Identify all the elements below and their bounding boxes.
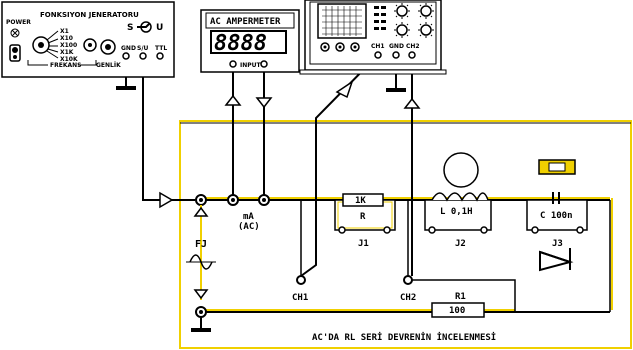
ma-label: mA <box>243 212 254 222</box>
board-jack-gnd[interactable] <box>196 307 206 317</box>
resistor-value: 1K <box>355 196 366 206</box>
ammeter-input-label: INPUT <box>240 62 261 69</box>
board-jack-ch1[interactable] <box>297 276 305 284</box>
range-x100: X100 <box>60 42 78 49</box>
scope-ch2-jack[interactable] <box>409 52 415 58</box>
s-label: S <box>127 23 134 33</box>
inductor-label: L 0,1H <box>440 207 473 217</box>
power-switch[interactable] <box>10 45 20 61</box>
gen-ttl-label: TTL <box>155 45 168 52</box>
board-jack-ch2[interactable] <box>404 276 412 284</box>
ammeter-jack-right[interactable] <box>261 61 267 67</box>
board-jack-ma-right[interactable] <box>259 195 269 205</box>
gen-su-label: S/U <box>137 45 149 52</box>
range-x10: X10 <box>60 35 73 42</box>
scope-dial-2[interactable] <box>394 22 410 38</box>
scope-knob-1[interactable] <box>321 43 329 51</box>
range-x1k: X1K <box>60 49 74 56</box>
r1-name: R1 <box>455 292 466 302</box>
scope-knob-3[interactable] <box>351 43 359 51</box>
range-x10k: X10K <box>60 56 78 63</box>
ammeter-display: 8888 <box>214 31 267 56</box>
capacitor-label: C 100n <box>540 211 573 221</box>
gen-su-jack[interactable] <box>140 53 146 59</box>
scope-dial-1[interactable] <box>394 3 410 19</box>
oscilloscope-screen <box>318 4 366 38</box>
generator-title: FONKSIYON JENERATORU <box>40 11 139 19</box>
gen-ttl-jack[interactable] <box>157 53 163 59</box>
scope-dial-4[interactable] <box>418 22 434 38</box>
oscilloscope <box>300 0 446 74</box>
resistor-name: R <box>360 212 366 222</box>
range-x1: X1 <box>60 28 69 35</box>
board-jack-ma-left[interactable] <box>228 195 238 205</box>
gen-gnd-jack[interactable] <box>123 53 129 59</box>
amplitude-knob[interactable] <box>101 40 115 54</box>
scope-ch1-jack[interactable] <box>375 52 381 58</box>
fj-label: FJ <box>195 239 208 250</box>
board-ch2-label: CH2 <box>400 293 417 303</box>
board-jack-input[interactable] <box>196 195 206 205</box>
power-label: POWER <box>6 19 31 26</box>
u-label: U <box>156 23 164 33</box>
scope-ch1-label: CH1 <box>371 43 385 50</box>
ac-label: (AC) <box>238 222 260 232</box>
ac-ampermeter <box>201 10 299 72</box>
j2-label: J2 <box>455 239 466 249</box>
gen-gnd-label: GND <box>121 45 136 52</box>
power-lamp-icon <box>11 29 19 37</box>
r1-value: 100 <box>449 306 466 316</box>
frequency-knob[interactable] <box>84 39 96 51</box>
j3-label: J3 <box>552 239 563 249</box>
scope-gnd-jack[interactable] <box>393 52 399 58</box>
function-generator <box>2 2 174 77</box>
j1-label: J1 <box>358 239 369 249</box>
ammeter-jack-left[interactable] <box>230 61 236 67</box>
scope-knob-2[interactable] <box>336 43 344 51</box>
ammeter-title: AC AMPERMETER <box>210 17 281 27</box>
board-ch1-label: CH1 <box>292 293 309 303</box>
circuit-board <box>180 121 631 348</box>
frekans-label: FREKANS <box>50 62 82 69</box>
scope-dial-3[interactable] <box>418 3 434 19</box>
scope-gnd-label: GND <box>389 43 404 50</box>
board-caption: AC'DA RL SERİ DEVRENİN İNCELENMESİ <box>312 333 497 343</box>
genlik-label: GENLİK <box>96 62 121 69</box>
scope-ch2-label: CH2 <box>406 43 420 50</box>
